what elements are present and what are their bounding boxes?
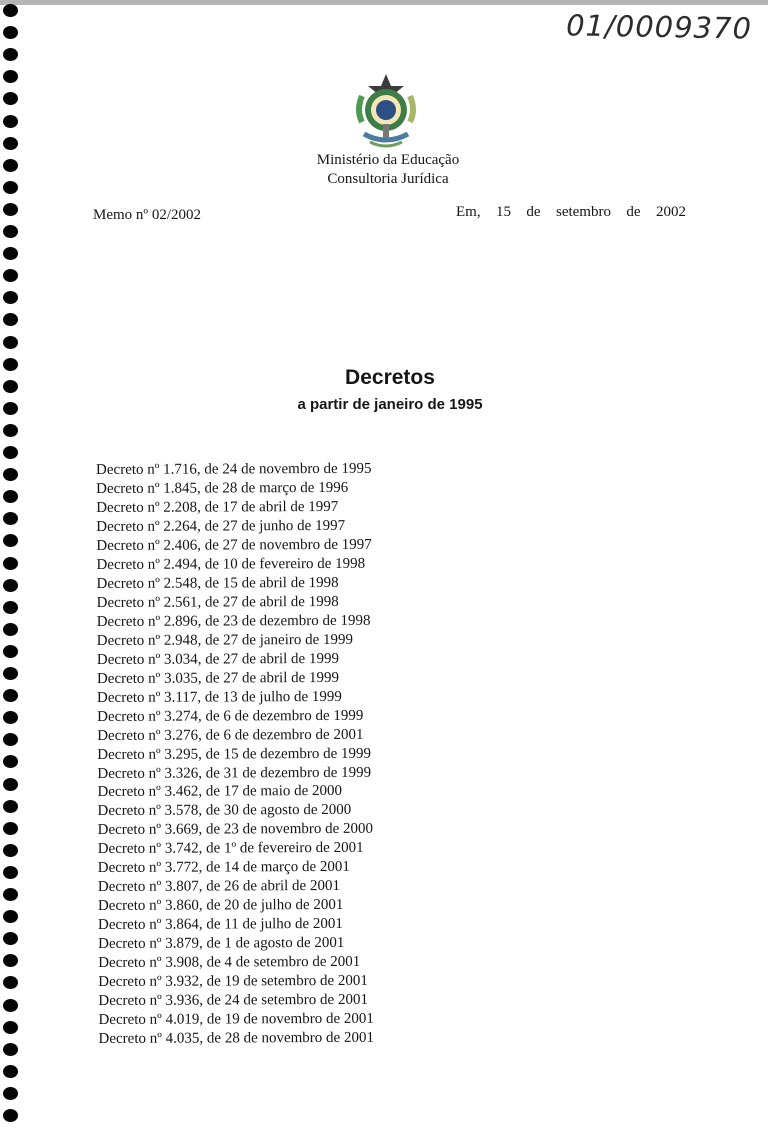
decree-item: Decreto nº 3.578, de 30 de agosto de 2000: [97, 802, 352, 820]
binding-hole: [3, 424, 18, 437]
binding-hole: [3, 358, 18, 371]
decree-item: Decreto nº 1.716, de 24 de novembro de 1995: [96, 460, 372, 478]
binding-hole: [3, 800, 18, 813]
decree-item: Decreto nº 3.295, de 15 de dezembro de 1999: [97, 745, 372, 763]
binding-hole: [3, 336, 18, 349]
decree-item: Decreto nº 3.035, de 27 de abril de 1999: [96, 669, 340, 687]
document-date: [456, 204, 686, 221]
binding-hole: [3, 468, 18, 481]
binding-hole: [3, 557, 18, 570]
binding-hole: [3, 137, 18, 150]
decree-item: Decreto nº 3.864, de 11 de julho de 2001: [97, 916, 343, 934]
decree-item: Decreto nº 2.896, de 23 de dezembro de 1998: [96, 612, 371, 630]
document-title: Decretos: [345, 366, 435, 389]
date-day: 15: [496, 204, 511, 220]
decree-item: Decreto nº 3.860, de 20 de julho de 2001: [97, 897, 344, 915]
decree-item: Decreto nº 3.932, de 19 de setembro de 2001: [98, 972, 368, 991]
date-year: 2002: [655, 204, 686, 220]
binding-hole: [3, 446, 18, 459]
scan-top-edge: [0, 0, 768, 5]
decree-item: Decreto nº 2.548, de 15 de abril de 1998: [96, 574, 339, 592]
decree-item: Decreto nº 2.264, de 27 de junho de 1997: [96, 517, 346, 535]
binding-hole: [3, 181, 18, 194]
document-subtitle: a partir de janeiro de 1995: [297, 396, 483, 413]
binding-hole: [3, 26, 18, 39]
binding-hole: [3, 92, 18, 105]
binding-hole: [3, 866, 18, 879]
handwritten-archive-number: 01/0009370: [565, 8, 753, 46]
binding-hole: [3, 291, 18, 304]
decree-item: Decreto nº 3.274, de 6 de dezembro de 1999: [97, 707, 364, 725]
binding-hole: [3, 844, 18, 857]
binding-hole: [3, 645, 18, 658]
binding-hole: [3, 1087, 18, 1100]
binding-hole: [3, 667, 18, 680]
binding-hole: [3, 115, 18, 128]
decree-item: Decreto nº 3.879, de 1 de agosto de 2001: [98, 935, 345, 953]
memo-number: Memo nº 02/2002: [93, 207, 201, 223]
binding-hole: [3, 380, 18, 393]
binding-hole: [3, 1065, 18, 1078]
binding-hole: [3, 711, 18, 724]
decree-item: Decreto nº 3.326, de 31 de dezembro de 1999: [97, 764, 372, 782]
ministry-header: [268, 151, 508, 189]
spiral-binding-holes: [0, 0, 26, 1138]
brazil-coat-of-arms-icon: [350, 72, 422, 148]
decree-item: Decreto nº 3.807, de 26 de abril de 2001: [97, 878, 340, 896]
binding-hole: [3, 910, 18, 923]
decree-item: Decreto nº 3.936, de 24 de setembro de 2001: [98, 991, 368, 1010]
binding-hole: [3, 976, 18, 989]
decree-item: Decreto nº 3.669, de 23 de novembro de 2000: [97, 821, 374, 839]
binding-hole: [3, 778, 18, 791]
decree-item: Decreto nº 3.742, de 1º de fevereiro de 2001: [97, 840, 364, 858]
binding-hole: [3, 733, 18, 746]
binding-hole: [3, 999, 18, 1012]
binding-hole: [3, 1021, 18, 1034]
decree-item: Decreto nº 3.276, de 6 de dezembro de 2001: [97, 726, 364, 744]
decree-item: Decreto nº 2.208, de 17 de abril de 1997: [96, 498, 339, 516]
binding-hole: [3, 954, 18, 967]
decree-item: Decreto nº 3.117, de 13 de julho de 1999: [96, 688, 342, 706]
date-month: setembro: [555, 204, 611, 220]
binding-hole: [3, 601, 18, 614]
binding-hole: [3, 1109, 18, 1122]
binding-hole: [3, 534, 18, 547]
binding-hole: [3, 490, 18, 503]
decree-item: Decreto nº 4.035, de 28 de novembro de 2001: [98, 1029, 374, 1048]
decree-item: Decreto nº 3.462, de 17 de maio de 2000: [97, 783, 343, 801]
decree-item: Decreto nº 4.019, de 19 de novembro de 2001: [98, 1010, 374, 1029]
binding-hole: [3, 48, 18, 61]
binding-hole: [3, 623, 18, 636]
binding-hole: [3, 1043, 18, 1056]
binding-hole: [3, 932, 18, 945]
binding-hole: [3, 203, 18, 216]
binding-hole: [3, 4, 18, 17]
decree-item: Decreto nº 1.845, de 28 de março de 1996: [96, 479, 349, 497]
ministry-name: Ministério da Educação: [316, 152, 460, 168]
binding-hole: [3, 822, 18, 835]
binding-hole: [3, 70, 18, 83]
decree-item: Decreto nº 2.948, de 27 de janeiro de 1999: [96, 631, 354, 649]
binding-hole: [3, 888, 18, 901]
binding-hole: [3, 689, 18, 702]
binding-hole: [3, 247, 18, 260]
decree-list: [96, 460, 374, 1049]
decree-item: Decreto nº 3.908, de 4 de setembro de 2001: [98, 954, 361, 972]
date-de: de: [626, 204, 641, 220]
department-name: Consultoria Jurídica: [327, 171, 449, 187]
binding-hole: [3, 225, 18, 238]
decree-item: Decreto nº 3.772, de 14 de março de 2001: [97, 859, 350, 877]
date-de: de: [526, 204, 541, 220]
date-prefix: Em,: [456, 204, 481, 220]
binding-hole: [3, 313, 18, 326]
binding-hole: [3, 269, 18, 282]
decree-item: Decreto nº 2.561, de 27 de abril de 1998: [96, 593, 339, 611]
decree-item: Decreto nº 2.406, de 27 de novembro de 1997: [96, 536, 372, 554]
binding-hole: [3, 512, 18, 525]
binding-hole: [3, 755, 18, 768]
binding-hole: [3, 579, 18, 592]
decree-item: Decreto nº 3.034, de 27 de abril de 1999: [96, 650, 339, 668]
decree-item: Decreto nº 2.494, de 10 de fevereiro de 1998: [96, 555, 366, 573]
binding-hole: [3, 402, 18, 415]
binding-hole: [3, 159, 18, 172]
